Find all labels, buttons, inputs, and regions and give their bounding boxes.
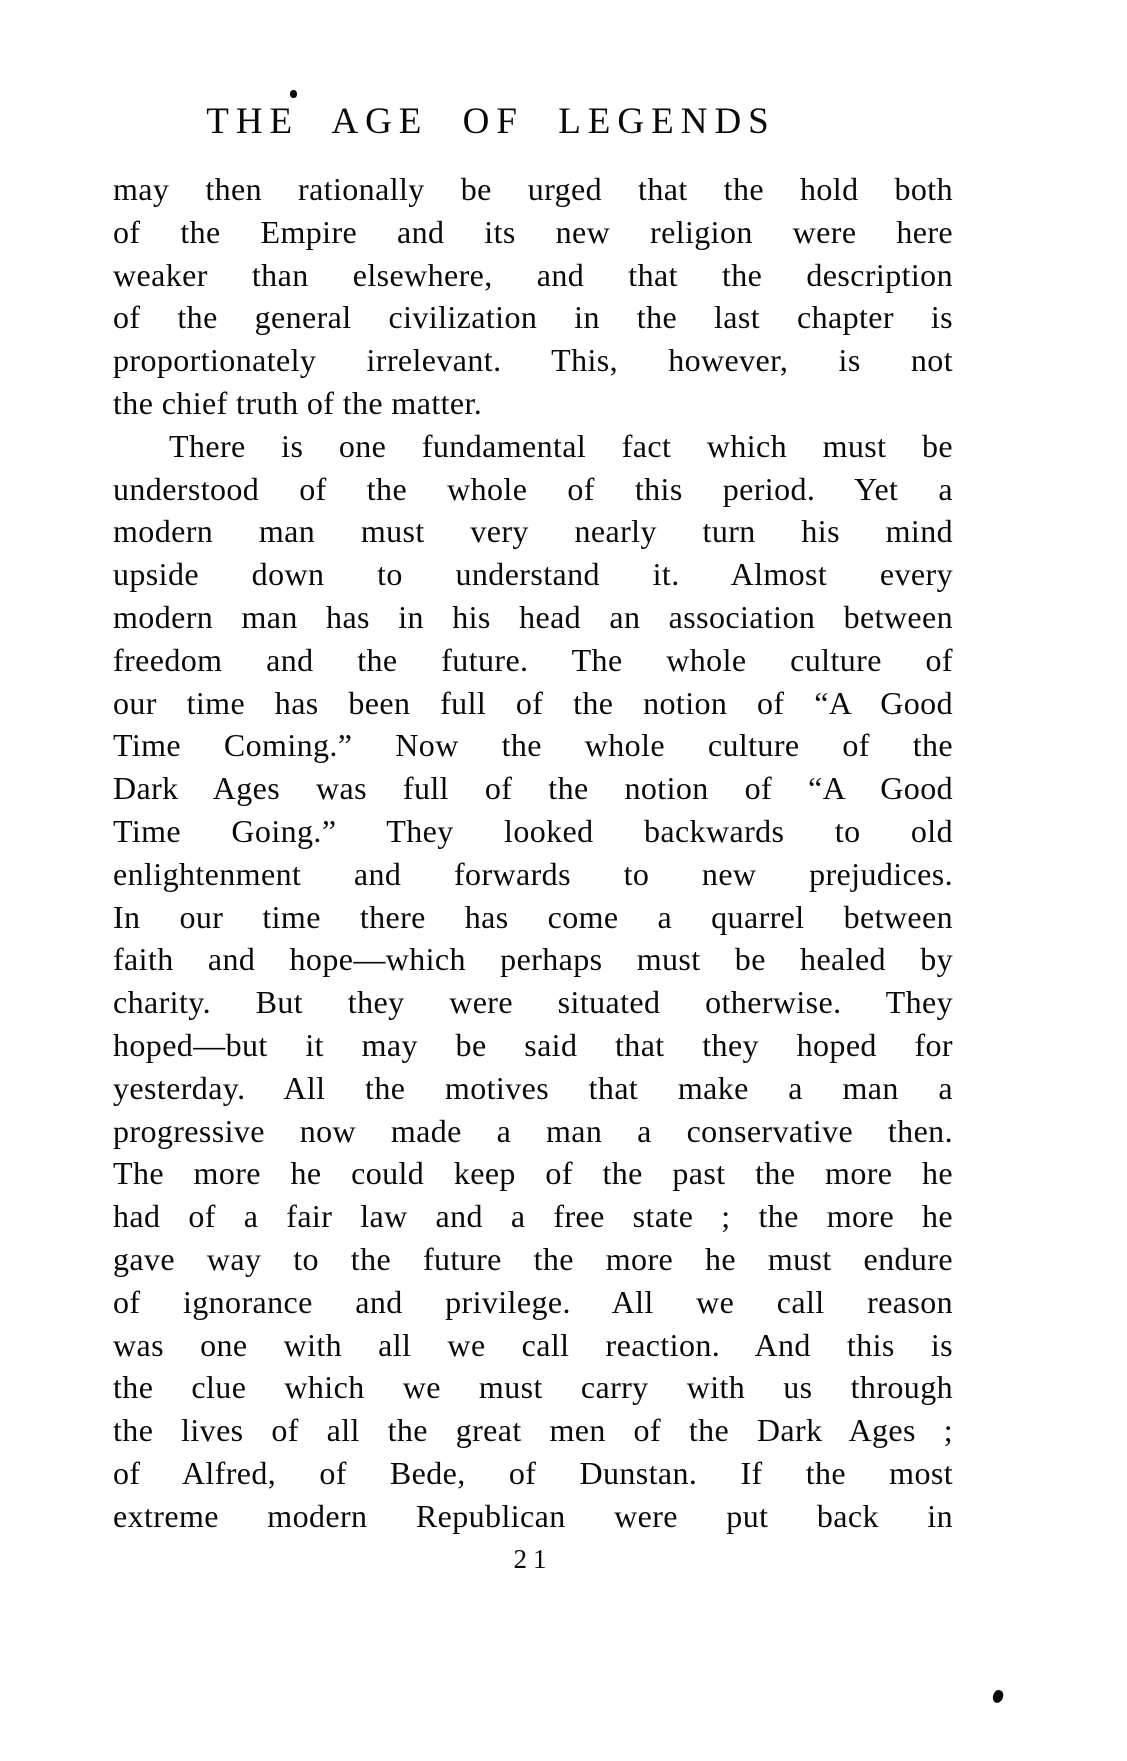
text-line: of the Empire and its new religion were here bbox=[113, 213, 953, 250]
page-title: THE AGE OF LEGENDS bbox=[206, 101, 776, 142]
ink-dot bbox=[290, 90, 297, 98]
text-line: modern man must very nearly turn his mind bbox=[113, 513, 953, 550]
page-number: 21 bbox=[513, 1544, 553, 1574]
text-line: Dark Ages was full of the notion of “A Good bbox=[113, 770, 953, 807]
text-line: upside down to understand it. Almost every bbox=[113, 556, 953, 593]
text-line: In our time there has come a quarrel between bbox=[113, 898, 953, 935]
text-line: the chief truth of the matter. bbox=[113, 384, 483, 421]
body-text bbox=[113, 168, 953, 1538]
text-line: There is one fundamental fact which must be bbox=[169, 427, 953, 464]
text-line: our time has been full of the notion of “A Good bbox=[113, 684, 953, 721]
text-line: of Alfred, of Bede, of Dunstan. If the most bbox=[113, 1454, 953, 1491]
text-line: The more he could keep of the past the more he bbox=[113, 1155, 953, 1192]
text-line: was one with all we call reaction. And this is bbox=[113, 1326, 953, 1363]
text-line: Time Coming.” Now the whole culture of the bbox=[113, 727, 953, 764]
text-line: modern man has in his head an association between bbox=[113, 598, 953, 635]
ink-speck bbox=[992, 1689, 1004, 1704]
text-line: yesterday. All the motives that make a man a bbox=[113, 1069, 953, 1106]
text-line: may then rationally be urged that the hold both bbox=[113, 171, 953, 207]
text-line: proportionately irrelevant. This, however, is not bbox=[113, 342, 953, 379]
text-line: understood of the whole of this period. Yet a bbox=[113, 470, 953, 507]
text-line: had of a fair law and a free state ; the more he bbox=[113, 1198, 953, 1235]
text-line: progressive now made a man a conservative then. bbox=[113, 1112, 953, 1149]
text-line: of ignorance and privilege. All we call reason bbox=[113, 1283, 953, 1320]
text-line: the clue which we must carry with us through bbox=[113, 1369, 953, 1406]
text-line: charity. But they were situated otherwise. They bbox=[113, 984, 953, 1021]
text-line: weaker than elsewhere, and that the description bbox=[113, 256, 953, 293]
text-line: gave way to the future the more he must endure bbox=[113, 1240, 953, 1277]
text-line: extreme modern Republican were put back in bbox=[113, 1497, 953, 1534]
text-line: Time Going.” They looked backwards to old bbox=[113, 812, 953, 849]
text-line: freedom and the future. The whole culture of bbox=[113, 641, 953, 678]
text-line: faith and hope—which perhaps must be healed by bbox=[113, 941, 953, 978]
text-line: the lives of all the great men of the Dark Ages ; bbox=[113, 1412, 953, 1449]
text-line: enlightenment and forwards to new prejudices. bbox=[113, 855, 953, 892]
text-line: hoped—but it may be said that they hoped for bbox=[113, 1026, 953, 1063]
text-line: of the general civilization in the last chapter is bbox=[113, 299, 953, 336]
